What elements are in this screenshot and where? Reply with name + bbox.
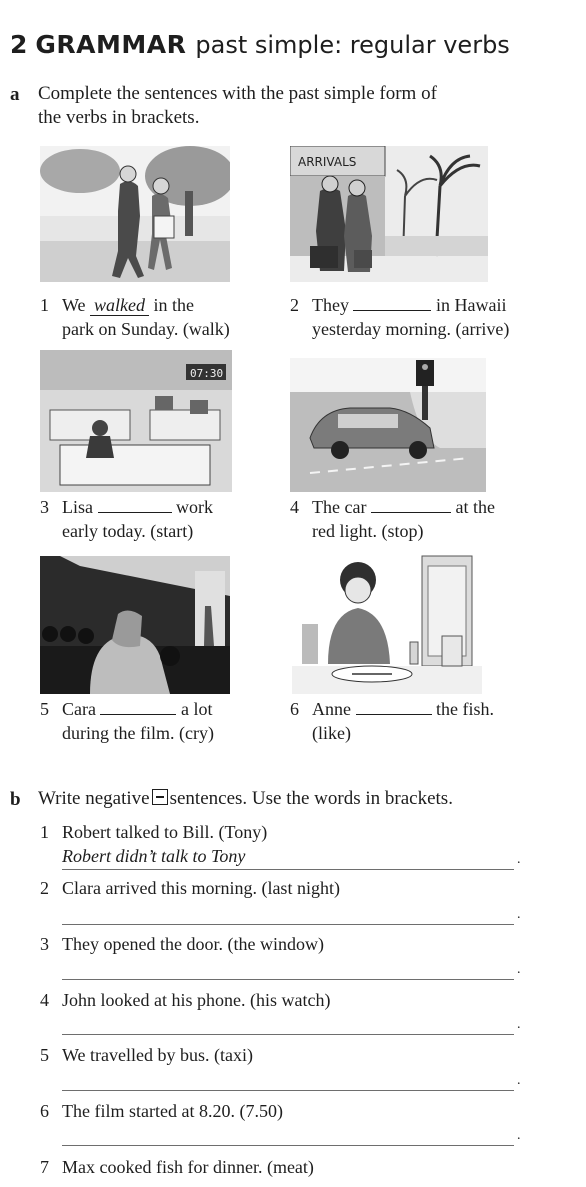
item-b1: 1 Robert talked to Bill. (Tony) <box>40 822 268 842</box>
answer-line-b6[interactable] <box>62 1121 514 1146</box>
picture-cinema <box>40 556 230 694</box>
item-a2-line2: yesterday morning. (arrive) <box>312 319 510 339</box>
part-a-letter: a <box>10 84 20 105</box>
item-b6: 6 The film started at 8.20. (7.50) <box>40 1101 283 1121</box>
full-stop-b5: . <box>517 1073 521 1088</box>
part-a-instruction-2: the verbs in brackets. <box>38 107 200 128</box>
picture-arrivals <box>290 146 488 282</box>
answer-line-b3[interactable] <box>62 955 514 980</box>
answer-line-b5[interactable] <box>62 1066 514 1091</box>
answer-line-b4[interactable] <box>62 1010 514 1035</box>
section-keyword: GRAMMAR <box>35 30 187 59</box>
blank-a2[interactable] <box>353 293 431 311</box>
blank-a6[interactable] <box>356 697 432 715</box>
item-b4: 4 John looked at his phone. (his watch) <box>40 990 331 1010</box>
section-subtitle: past simple: regular verbs <box>195 31 510 59</box>
full-stop-b1: . <box>517 852 521 867</box>
section-heading <box>10 30 510 60</box>
full-stop-b6: . <box>517 1128 521 1143</box>
item-a1-line2: park on Sunday. (walk) <box>62 319 230 339</box>
answer-line-b2[interactable] <box>62 900 514 925</box>
part-a-instruction-1: Complete the sentences with the past simple form of <box>38 83 437 104</box>
answer-line-b1[interactable]: Robert didn’t talk to Tony <box>62 845 514 870</box>
item-a6-line1: 6 Anne the fish. <box>290 699 494 719</box>
full-stop-b4: . <box>517 1017 521 1032</box>
full-stop-b2: . <box>517 907 521 922</box>
picture-restaurant <box>292 554 482 694</box>
item-a3-line1: 3 Lisa work <box>40 497 213 517</box>
blank-a4[interactable] <box>371 495 451 513</box>
item-a4-line1: 4 The car at the <box>290 497 495 517</box>
office-clock-text: 07:30 <box>190 367 224 380</box>
blank-a5[interactable] <box>100 697 176 715</box>
item-a5-line1: 5 Cara a lot <box>40 699 213 719</box>
part-b-letter: b <box>10 789 21 810</box>
picture-car-red-light <box>290 358 486 492</box>
picture-office <box>40 350 232 492</box>
item-a4-line2: red light. (stop) <box>312 521 424 541</box>
item-b7: 7 Max cooked fish for dinner. (meat) <box>40 1157 314 1177</box>
blank-a3[interactable] <box>98 495 172 513</box>
item-a6-line2: (like) <box>312 723 351 743</box>
section-number: 2 <box>10 30 28 59</box>
part-b-instruction: Write negative sentences. Use the words in brackets. <box>38 788 453 809</box>
arrivals-sign-text: ARRIVALS <box>298 155 357 169</box>
item-a3-line2: early today. (start) <box>62 521 194 541</box>
item-a5-line2: during the film. (cry) <box>62 723 214 743</box>
item-b2: 2 Clara arrived this morning. (last night) <box>40 878 340 898</box>
picture-park-walk <box>40 146 230 282</box>
item-a2-line1: 2 They in Hawaii <box>290 295 507 315</box>
item-b5: 5 We travelled by bus. (taxi) <box>40 1045 253 1065</box>
item-a1-line1: 1 We walked in the <box>40 295 195 315</box>
answer-a1[interactable]: walked <box>90 295 149 316</box>
negative-minus-icon <box>152 789 168 805</box>
full-stop-b3: . <box>517 962 521 977</box>
item-b3: 3 They opened the door. (the window) <box>40 934 324 954</box>
